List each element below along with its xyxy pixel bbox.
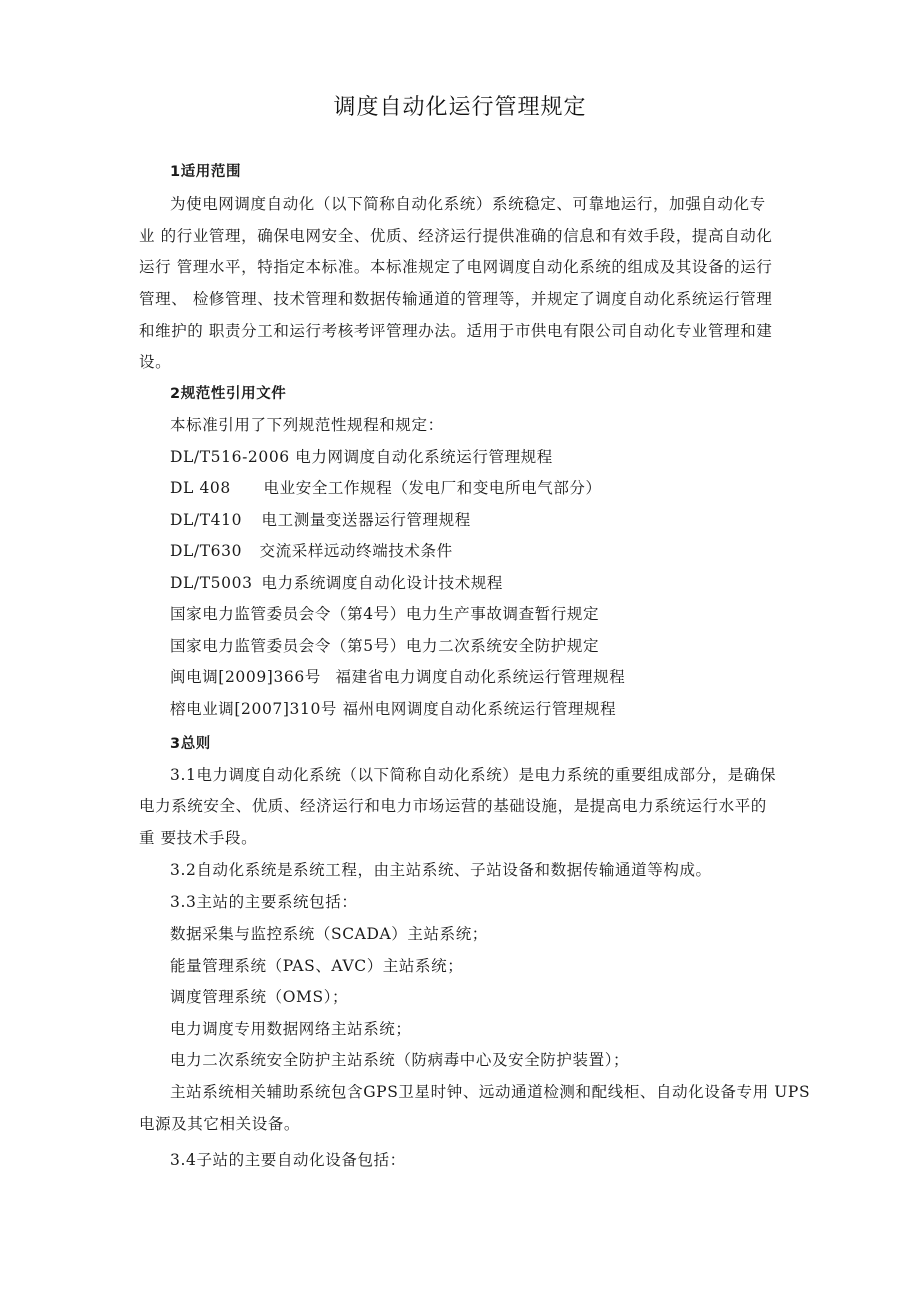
- reference-item: [170, 573, 503, 593]
- reference-code: 国家电力监管委员会令（第5号）: [170, 637, 406, 655]
- reference-code: DL/T410: [170, 511, 243, 529]
- paragraph-line: 本标准引用了下列规范性规程和规定：: [170, 416, 444, 434]
- reference-item: [170, 541, 453, 561]
- section-heading: 1适用范围: [170, 164, 242, 180]
- paragraph-line: 电源及其它相关设备。: [139, 1115, 301, 1133]
- reference-code: 榕电业调[2007]310号: [170, 700, 338, 718]
- paragraph-line: 3.4子站的主要自动化设备包括：: [170, 1151, 406, 1169]
- reference-code: DL/T516-2006: [170, 448, 290, 466]
- paragraph-line: 3.2自动化系统是系统工程，由主站系统、子站设备和数据传输通道等构成。: [170, 861, 712, 879]
- section-heading: 3总则: [170, 736, 211, 752]
- reference-name: 电力系统调度自动化设计技术规程: [261, 574, 504, 592]
- reference-item: [170, 636, 599, 656]
- list-item: 电力二次系统安全防护主站系统（防病毒中心及安全防护装置）；: [170, 1051, 630, 1069]
- paragraph-line: 运行 管理水平，特指定本标准。本标准规定了电网调度自动化系统的组成及其设备的运行: [139, 258, 773, 276]
- reference-item: [170, 447, 553, 467]
- reference-name: 电工测量变送器运行管理规程: [261, 511, 471, 529]
- list-item: 电力调度专用数据网络主站系统；: [170, 1020, 412, 1038]
- reference-item: [170, 510, 471, 530]
- paragraph-line: 3.3主站的主要系统包括：: [170, 893, 358, 911]
- reference-name: 福建省电力调度自动化系统运行管理规程: [335, 668, 626, 686]
- paragraph-line: 业 的行业管理，确保电网安全、优质、经济运行提供准确的信息和有效手段，提高自动化: [139, 227, 773, 245]
- paragraph-line: 重 要技术手段。: [139, 829, 258, 847]
- reference-name: 福州电网调度自动化系统运行管理规程: [342, 700, 617, 718]
- reference-name: 电力二次系统安全防护规定: [405, 637, 600, 655]
- paragraph-line: 电力系统安全、优质、经济运行和电力市场运营的基础设施，是提高电力系统运行水平的: [139, 797, 767, 815]
- reference-code: DL/T5003: [170, 574, 253, 592]
- reference-item: [170, 699, 616, 719]
- list-item: 能量管理系统（PAS、AVC）主站系统；: [170, 957, 464, 975]
- reference-item: [170, 604, 599, 624]
- reference-item: [170, 667, 625, 687]
- paragraph-line: 管理、 检修管理、技术管理和数据传输通道的管理等，并规定了调度自动化系统运行管理: [139, 290, 773, 308]
- section-heading: 2规范性引用文件: [170, 386, 287, 402]
- reference-code: DL/T630: [170, 542, 243, 560]
- reference-code: 闽电调[2009]366号: [170, 668, 321, 686]
- paragraph-line: 3.1电力调度自动化系统（以下简称自动化系统）是电力系统的重要组成部分，是确保: [170, 766, 777, 784]
- reference-code: 国家电力监管委员会令（第4号）: [170, 605, 406, 623]
- paragraph-line: 设。: [139, 353, 172, 371]
- reference-code: DL 408: [170, 479, 231, 497]
- paragraph-line: 和维护的 职责分工和运行考核考评管理办法。适用于市供电有限公司自动化专业管理和建: [139, 322, 773, 340]
- reference-name: 交流采样远动终端技术条件: [259, 542, 453, 560]
- list-item: 数据采集与监控系统（SCADA）主站系统；: [170, 925, 488, 943]
- list-item: 调度管理系统（OMS）；: [170, 988, 349, 1006]
- reference-name: 电力网调度自动化系统运行管理规程: [295, 448, 553, 466]
- paragraph-line: 为使电网调度自动化（以下简称自动化系统）系统稳定、可靠地运行，加强自动化专: [170, 195, 766, 213]
- paragraph-line: 主站系统相关辅助系统包含GPS卫星时钟、远动通道检测和配线柜、自动化设备专用 UPS: [170, 1083, 811, 1101]
- document-title: 调度自动化运行管理规定: [333, 95, 587, 120]
- reference-name: 电业安全工作规程（发电厂和变电所电气部分）: [263, 479, 602, 497]
- reference-name: 电力生产事故调查暂行规定: [405, 605, 600, 623]
- reference-item: [170, 478, 602, 498]
